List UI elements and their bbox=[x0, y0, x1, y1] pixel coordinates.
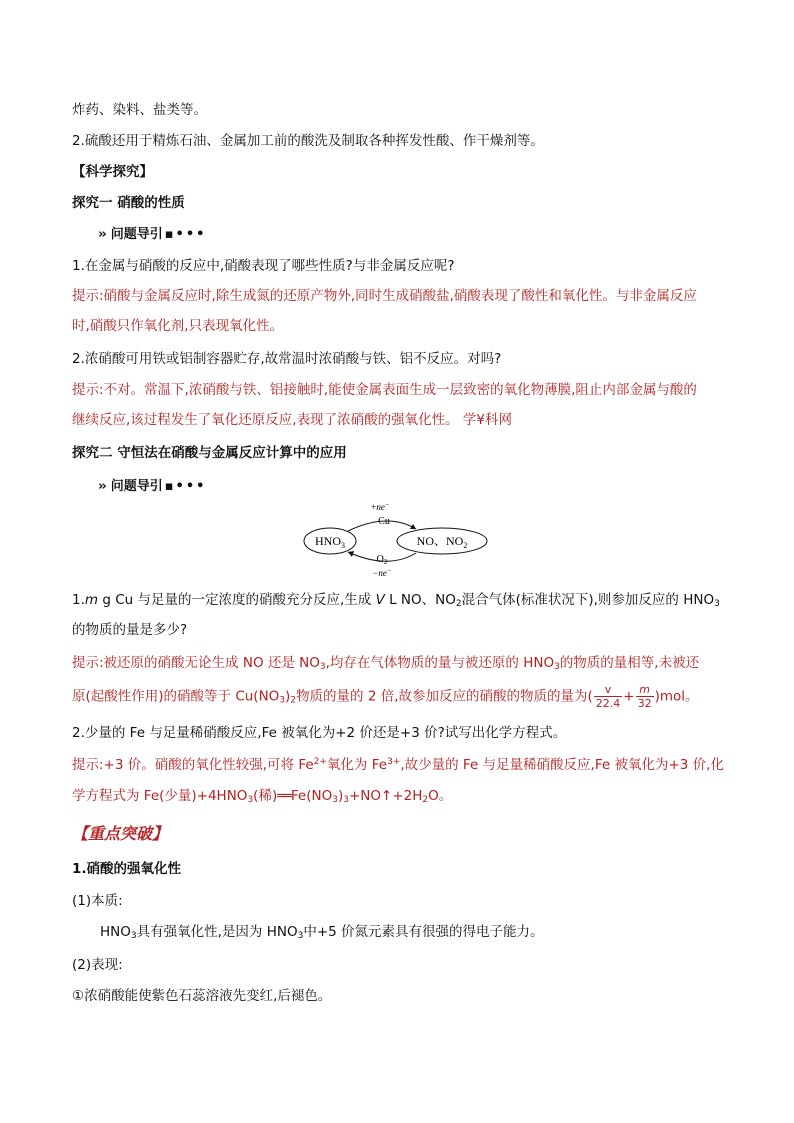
guide-label: ›› 问题导引 ▪••• bbox=[98, 227, 207, 242]
fraction: $\frac{v}{22.4}$ bbox=[595, 683, 621, 710]
text-line: (1)本质: bbox=[72, 893, 123, 909]
hint: 提示:被还原的硝酸无论生成 NO 还是 $NO_3$,均存在气体物质的量与被还原的 $HNO_3$的物质的量相等,未被还 bbox=[72, 655, 700, 672]
question: 2.少量的 Fe 与足量稀硝酸反应,Fe 被氧化为+2 价还是+3 价?试写出化学方程式。 bbox=[72, 725, 567, 741]
bottom-electron-label: −ne− bbox=[372, 567, 392, 578]
section-label: 【科学探究】 bbox=[72, 164, 153, 180]
question: 的物质的量是多少? bbox=[72, 622, 188, 638]
question: 1.在金属与硝酸的反应中,硝酸表现了哪些性质?与非金属反应呢? bbox=[72, 258, 455, 274]
bottom-reagent-label: $O_2$ bbox=[376, 554, 388, 566]
text-line: ①浓硝酸能使紫色石蕊溶液先变红,后褪色。 bbox=[72, 988, 332, 1004]
hint: 学方程式为 Fe(少量)$+4HNO_3$(稀)$══Fe(NO_3)_3+NO↑+2H_2O$。 bbox=[72, 788, 453, 805]
hint: 原(起酸性作用)的硝酸等于 $Cu(NO_3)_2$物质的量的 2 倍,故参加反应的硝酸的物质的量为( $\frac{v}{22.4}$ + $\frac{m}{32}$ )mol。 bbox=[72, 683, 699, 710]
subsection-title: 探究二 守恒法在硝酸与金属反应计算中的应用 bbox=[72, 445, 347, 461]
topic-title: 1.硝酸的强氧化性 bbox=[72, 861, 182, 877]
hint: 提示:硝酸与金属反应时,除生成氮的还原产物外,同时生成硝酸盐,硝酸表现了酸性和氧化性。与非金属反应 bbox=[72, 288, 697, 304]
subsection-title: 探究一 硝酸的性质 bbox=[72, 195, 185, 211]
dots-icon: ▪••• bbox=[164, 227, 207, 242]
question: 1.m g Cu 与足量的一定浓度的硝酸充分反应,生成 V L NO、$NO_2$混合气体(标准状况下),则参加反应的 $HNO_3$ bbox=[72, 592, 720, 609]
fraction: $\frac{m}{32}$ bbox=[637, 683, 652, 710]
left-label: $HNO_3$ bbox=[315, 534, 345, 550]
section-heading: 【重点突破】 bbox=[72, 824, 169, 843]
right-label: NO、$NO_2$ bbox=[416, 534, 468, 550]
hint: 时,硝酸只作氧化剂,只表现氧化性。 bbox=[72, 318, 284, 334]
hint: 提示:不对。常温下,浓硝酸与铁、铝接触时,能使金属表面生成一层致密的氧化物薄膜,阻止内部金属与酸的 bbox=[72, 382, 697, 398]
double-chevron-icon: ›› bbox=[98, 479, 105, 494]
hint: 继续反应,该过程发生了氧化还原反应,表现了浓硝酸的强氧化性。 学¥科网 bbox=[72, 412, 512, 428]
double-chevron-icon: ›› bbox=[98, 227, 105, 242]
text-line: (2)表现: bbox=[72, 957, 123, 973]
dots-icon: ▪••• bbox=[164, 479, 207, 494]
redox-cycle-diagram bbox=[296, 500, 496, 582]
text-line: 炸药、染料、盐类等。 bbox=[72, 102, 207, 118]
hint: 提示:+3 价。硝酸的氧化性较强,可将 $Fe^{2+}$氧化为 $Fe^{3+}$,故少量的 Fe 与足量稀硝酸反应,Fe 被氧化为+3 价,化 bbox=[72, 757, 724, 773]
text-line: $HNO_3$具有强氧化性,是因为 $HNO_3$中+5 价氮元素具有很强的得电子能力。 bbox=[100, 924, 544, 941]
top-reagent-label: Cu bbox=[378, 516, 390, 527]
text-line: 2.硫酸还用于精炼石油、金属加工前的酸洗及制取各种挥发性酸、作干燥剂等。 bbox=[72, 133, 544, 149]
guide-label: ›› 问题导引 ▪••• bbox=[98, 479, 207, 494]
top-electron-label: +ne− bbox=[370, 501, 390, 512]
question: 2.浓硝酸可用铁或铝制容器贮存,故常温时浓硝酸与铁、铝不反应。对吗? bbox=[72, 351, 502, 367]
